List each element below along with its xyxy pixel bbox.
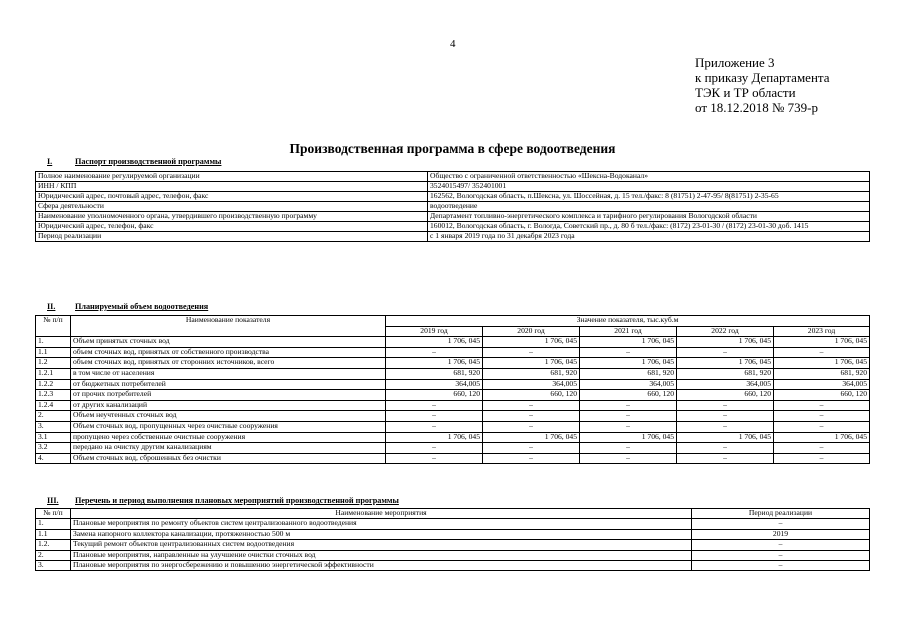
table-row xyxy=(36,337,870,348)
indicator-value: 1 706, 045 xyxy=(774,432,870,443)
field-label: Наименование уполномоченного органа, утвердившего производственную программу xyxy=(36,212,428,222)
indicator-value: 1 706, 045 xyxy=(677,358,774,369)
row-number: 1.2.3 xyxy=(36,390,71,401)
indicator-value: 660, 120 xyxy=(386,390,483,401)
measure-name: Плановые мероприятия по ремонту объектов систем централизованного водоотведения xyxy=(71,519,692,529)
indicator-name: Объем принятых сточных вод xyxy=(71,337,386,348)
indicator-name: от прочих потребителей xyxy=(71,390,386,401)
table-row xyxy=(36,540,870,550)
table-row xyxy=(36,400,870,411)
table-row xyxy=(36,560,870,570)
table-row xyxy=(36,212,870,222)
field-value: с 1 января 2019 года по 31 декабря 2023 года xyxy=(428,232,870,242)
field-label: Юридический адрес, телефон, факс xyxy=(36,222,428,232)
table-row xyxy=(36,232,870,242)
table-row xyxy=(36,368,870,379)
indicator-name: от бюджетных потребителей xyxy=(71,379,386,390)
document-title: Производственная программа в сфере водоотведения xyxy=(289,141,616,156)
section-1-heading xyxy=(47,157,221,166)
indicator-value: 1 706, 045 xyxy=(483,337,580,348)
table-row xyxy=(36,411,870,422)
table-row xyxy=(36,347,870,358)
measures-table xyxy=(35,508,870,571)
indicator-value: 1 706, 045 xyxy=(580,432,677,443)
indicator-value: 1 706, 045 xyxy=(677,432,774,443)
row-number: 1. xyxy=(36,519,71,529)
table-row xyxy=(36,192,870,202)
indicator-name: от других канализаций xyxy=(71,400,386,411)
measure-period: – xyxy=(692,550,870,560)
field-value: Общество с ограниченной ответственностью «Шексна-Водоканал» xyxy=(428,172,870,182)
indicator-value: – xyxy=(677,411,774,422)
table-row xyxy=(36,202,870,212)
table-row xyxy=(36,529,870,539)
table-row xyxy=(36,358,870,369)
indicator-value: – xyxy=(483,411,580,422)
indicator-value: – xyxy=(483,421,580,432)
indicator-value: – xyxy=(580,453,677,464)
indicator-value: 660, 120 xyxy=(774,390,870,401)
appendix-line: от 18.12.2018 № 739-р xyxy=(695,100,818,115)
field-label: ИНН / КПП xyxy=(36,182,428,192)
appendix-line: ТЭК и ТР области xyxy=(695,85,796,100)
indicator-value: 1 706, 045 xyxy=(774,337,870,348)
indicator-value: – xyxy=(677,347,774,358)
indicator-value: – xyxy=(580,443,677,454)
indicator-value: – xyxy=(386,411,483,422)
row-number: 3.2 xyxy=(36,443,71,454)
measure-name: Плановые мероприятия, направленные на улучшение очистки сточных вод xyxy=(71,550,692,560)
table-row xyxy=(36,421,870,432)
table-row xyxy=(36,390,870,401)
row-number: 1.2 xyxy=(36,358,71,369)
measure-period: – xyxy=(692,519,870,529)
table-row xyxy=(36,432,870,443)
measure-name: Плановые мероприятия по энергосбережению и повышению энергетической эффективности xyxy=(71,560,692,570)
indicator-value: 681, 920 xyxy=(386,368,483,379)
year-header: 2019 год xyxy=(386,326,483,337)
section-2-heading xyxy=(47,302,208,311)
indicator-value: 1 706, 045 xyxy=(774,358,870,369)
measure-period: – xyxy=(692,560,870,570)
volume-table xyxy=(35,315,870,464)
column-header-name: Наименование мероприятия xyxy=(71,509,692,519)
indicator-value: 1 706, 045 xyxy=(483,358,580,369)
indicator-value: – xyxy=(677,443,774,454)
indicator-value: – xyxy=(677,421,774,432)
year-header: 2021 год xyxy=(580,326,677,337)
field-value: 162562, Вологодская область, п.Шексна, ул. Шоссейная, д. 15 тел./факс: 8 (81751) 2-47-95/ 8(81751) 2-35-65 xyxy=(428,192,870,202)
column-header-number: № п/п xyxy=(36,509,71,519)
indicator-value: – xyxy=(774,443,870,454)
indicator-value: 364,005 xyxy=(580,379,677,390)
section-3-heading xyxy=(47,496,399,505)
field-value: водоотведение xyxy=(428,202,870,212)
table-row xyxy=(36,519,870,529)
year-header: 2020 год xyxy=(483,326,580,337)
indicator-name: Объем неучтенных сточных вод xyxy=(71,411,386,422)
table-row xyxy=(36,550,870,560)
section-title: Планируемый объем водоотведения xyxy=(75,302,209,311)
indicator-value: – xyxy=(774,347,870,358)
field-label: Период реализации xyxy=(36,232,428,242)
indicator-value: – xyxy=(483,400,580,411)
row-number: 3.1 xyxy=(36,432,71,443)
table-row xyxy=(36,222,870,232)
indicator-value: 1 706, 045 xyxy=(580,337,677,348)
indicator-value: – xyxy=(580,411,677,422)
section-number: I. xyxy=(47,157,53,166)
indicator-name: Объем сточных вод, сброшенных без очистки xyxy=(71,453,386,464)
indicator-value: – xyxy=(386,421,483,432)
field-value: Департамент топливно-энергетического комплекса и тарифного регулирования Вологодской области xyxy=(428,212,870,222)
table-row xyxy=(36,453,870,464)
indicator-value: 1 706, 045 xyxy=(386,358,483,369)
indicator-value: – xyxy=(580,347,677,358)
appendix-block xyxy=(695,55,830,115)
indicator-value: – xyxy=(386,443,483,454)
row-number: 1.2.4 xyxy=(36,400,71,411)
indicator-value: 660, 120 xyxy=(483,390,580,401)
indicator-value: – xyxy=(386,347,483,358)
table-row xyxy=(36,379,870,390)
row-number: 4. xyxy=(36,453,71,464)
section-title: Перечень и период выполнения плановых мероприятий производственной программы xyxy=(75,496,399,505)
indicator-value: – xyxy=(774,411,870,422)
field-value: 3524015497/ 352401001 xyxy=(428,182,870,192)
indicator-value: 660, 120 xyxy=(677,390,774,401)
measure-name: Замена напорного коллектора канализации, протяженностью 500 м xyxy=(71,529,692,539)
measure-period: – xyxy=(692,540,870,550)
indicator-value: 681, 920 xyxy=(677,368,774,379)
section-number: III. xyxy=(47,496,59,505)
section-number: II. xyxy=(47,302,56,311)
measure-name: Текущий ремонт объектов централизованных систем водоотведения xyxy=(71,540,692,550)
indicator-name: Объем сточных вод, пропущенных через очистные сооружения xyxy=(71,421,386,432)
passport-table xyxy=(35,171,870,242)
indicator-name: в том числе от населения xyxy=(71,368,386,379)
row-number: 1. xyxy=(36,337,71,348)
table-row xyxy=(36,443,870,454)
indicator-value: – xyxy=(580,421,677,432)
field-label: Юридический адрес, почтовый адрес, телефон, факс xyxy=(36,192,428,202)
year-header: 2023 год xyxy=(774,326,870,337)
appendix-line: Приложение 3 xyxy=(695,55,775,70)
indicator-value: – xyxy=(386,453,483,464)
indicator-value: 681, 920 xyxy=(483,368,580,379)
indicator-value: 364,005 xyxy=(386,379,483,390)
table-row xyxy=(36,182,870,192)
indicator-value: 681, 920 xyxy=(774,368,870,379)
indicator-value: 364,005 xyxy=(774,379,870,390)
indicator-value: 364,005 xyxy=(483,379,580,390)
indicator-value: 1 706, 045 xyxy=(580,358,677,369)
table-row xyxy=(36,172,870,182)
row-number: 2. xyxy=(36,411,71,422)
indicator-value: 364,005 xyxy=(677,379,774,390)
indicator-value: – xyxy=(483,453,580,464)
indicator-value: – xyxy=(483,347,580,358)
page-number: 4 xyxy=(450,38,456,50)
row-number: 1.1 xyxy=(36,347,71,358)
indicator-value: – xyxy=(677,400,774,411)
row-number: 1.2. xyxy=(36,540,71,550)
indicator-value: – xyxy=(580,400,677,411)
indicator-value: 1 706, 045 xyxy=(386,337,483,348)
row-number: 1.1 xyxy=(36,529,71,539)
column-header-period: Период реализации xyxy=(692,509,870,519)
indicator-name: пропущено через собственные очистные сооружения xyxy=(71,432,386,443)
column-header-number: № п/п xyxy=(36,316,71,337)
indicator-value: – xyxy=(483,443,580,454)
indicator-value: – xyxy=(774,421,870,432)
indicator-value: 681, 920 xyxy=(580,368,677,379)
measure-period: 2019 xyxy=(692,529,870,539)
indicator-name: объем сточных вод, принятых от сторонних источников, всего xyxy=(71,358,386,369)
year-header: 2022 год xyxy=(677,326,774,337)
appendix-line: к приказу Департамента xyxy=(695,70,830,85)
column-header-value: Значение показателя, тыс.куб.м xyxy=(386,316,870,327)
indicator-value: 660, 120 xyxy=(580,390,677,401)
indicator-value: – xyxy=(386,400,483,411)
indicator-value: – xyxy=(774,453,870,464)
section-title: Паспорт производственной программы xyxy=(75,157,222,166)
field-value: 160012, Вологодская область, г. Вологда, Советский пр., д. 80 б тел./факс: (8172) 23-01-30 / (8172) 23-01-30 доб. 1415 xyxy=(428,222,870,232)
row-number: 3. xyxy=(36,421,71,432)
row-number: 2. xyxy=(36,550,71,560)
indicator-value: 1 706, 045 xyxy=(483,432,580,443)
row-number: 1.2.2 xyxy=(36,379,71,390)
field-label: Полное наименование регулируемой организации xyxy=(36,172,428,182)
indicator-value: – xyxy=(677,453,774,464)
indicator-value: 1 706, 045 xyxy=(677,337,774,348)
indicator-value: – xyxy=(774,400,870,411)
row-number: 1.2.1 xyxy=(36,368,71,379)
indicator-name: объем сточных вод, принятых от собственного производства xyxy=(71,347,386,358)
field-label: Сфера деятельности xyxy=(36,202,428,212)
column-header-name: Наименование показателя xyxy=(71,316,386,337)
indicator-name: передано на очистку другим канализациям xyxy=(71,443,386,454)
indicator-value: 1 706, 045 xyxy=(386,432,483,443)
row-number: 3. xyxy=(36,560,71,570)
